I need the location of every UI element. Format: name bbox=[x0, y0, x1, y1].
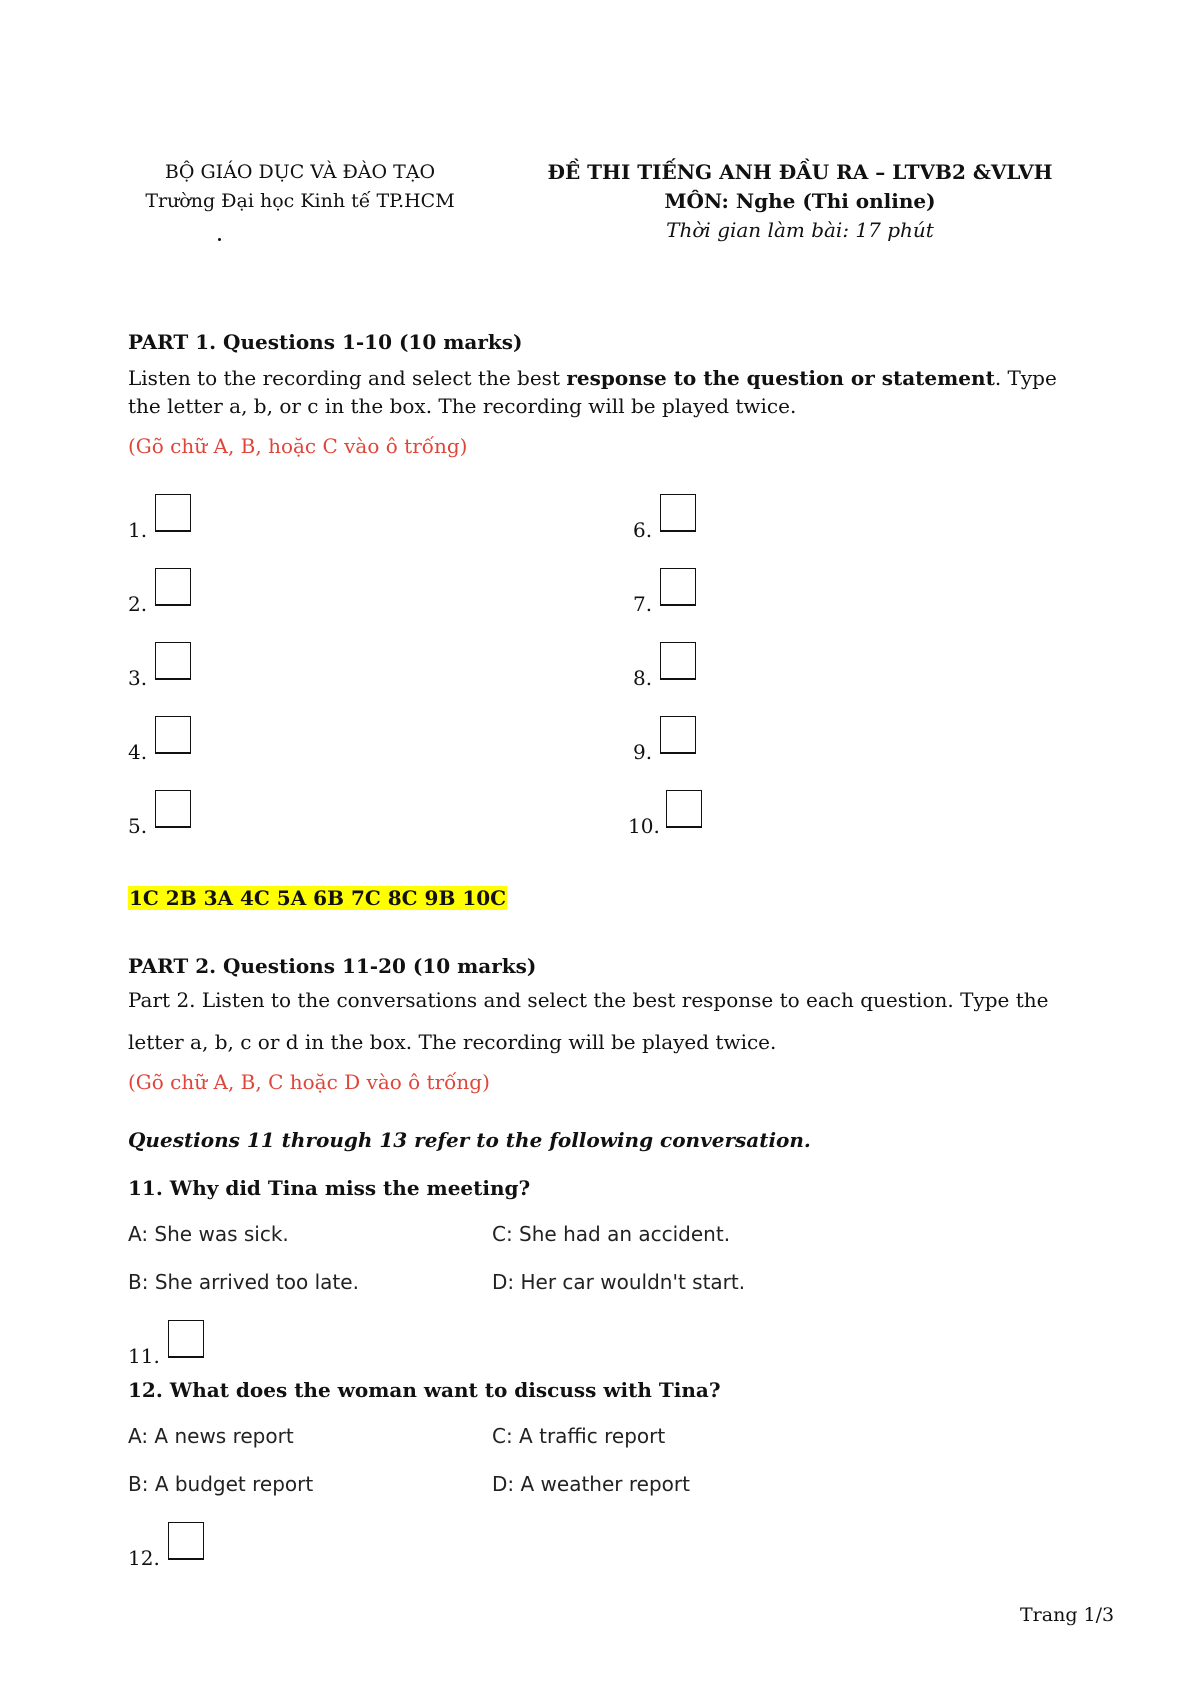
question-number: 10. bbox=[628, 814, 660, 838]
question-11-text: 11. Why did Tina miss the meeting? bbox=[128, 1176, 531, 1200]
q12-option-d: D: A weather report bbox=[492, 1472, 690, 1496]
part1-instructions bbox=[128, 364, 1068, 420]
question-10 bbox=[628, 790, 728, 838]
q11-option-b: B: She arrived too late. bbox=[128, 1270, 359, 1294]
part1-instr-c: . Type the letter a, b, or c in the box. The recording will be played twice. bbox=[128, 366, 1057, 418]
question-number: 2. bbox=[128, 592, 148, 616]
question-9 bbox=[633, 716, 723, 764]
ministry-name: BỘ GIÁO DỤC VÀ ĐÀO TẠO bbox=[164, 161, 436, 183]
q12-option-b: B: A budget report bbox=[128, 1472, 314, 1496]
part2-instr-line1: Part 2. Listen to the conversations and select the best response to each question. Type the bbox=[128, 988, 1049, 1012]
answer-box-8[interactable] bbox=[660, 642, 696, 680]
question-number: 6. bbox=[633, 518, 653, 542]
header-left bbox=[140, 158, 460, 216]
question-number: 12. bbox=[128, 1546, 160, 1570]
answer-box-9[interactable] bbox=[660, 716, 696, 754]
q11-option-a: A: She was sick. bbox=[128, 1222, 289, 1246]
answer-box-5[interactable] bbox=[155, 790, 191, 828]
question-11-answer bbox=[128, 1320, 228, 1368]
q12-option-c: C: A traffic report bbox=[492, 1424, 666, 1448]
answer-box-11[interactable] bbox=[168, 1320, 204, 1358]
part1-instr-bold: response to the question or statement bbox=[566, 366, 995, 390]
page-number: Trang 1/3 bbox=[1020, 1604, 1115, 1626]
question-6 bbox=[633, 494, 723, 542]
question-number: 4. bbox=[128, 740, 148, 764]
question-3 bbox=[128, 642, 208, 690]
question-number: 3. bbox=[128, 666, 148, 690]
exam-subject: MÔN: Nghe (Thi online) bbox=[664, 189, 936, 213]
answer-box-1[interactable] bbox=[155, 494, 191, 532]
q12-option-a: A: A news report bbox=[128, 1424, 294, 1448]
question-2 bbox=[128, 568, 208, 616]
answer-box-10[interactable] bbox=[666, 790, 702, 828]
answer-box-4[interactable] bbox=[155, 716, 191, 754]
part1-instr-a: Listen to the recording and select the best bbox=[128, 366, 567, 390]
exam-time: Thời gian làm bài: 17 phút bbox=[666, 218, 934, 242]
answer-box-6[interactable] bbox=[660, 494, 696, 532]
header-right bbox=[520, 158, 1080, 245]
school-name: Trường Đại học Kinh tế TP.HCM bbox=[145, 190, 455, 212]
question-7 bbox=[633, 568, 723, 616]
question-number: 7. bbox=[633, 592, 653, 616]
decorative-dot bbox=[218, 238, 221, 241]
answer-key: 1C 2B 3A 4C 5A 6B 7C 8C 9B 10C bbox=[129, 886, 507, 910]
question-12-answer bbox=[128, 1522, 228, 1570]
question-1 bbox=[128, 494, 208, 542]
part2-title: PART 2. Questions 11-20 (10 marks) bbox=[128, 954, 537, 978]
question-number: 5. bbox=[128, 814, 148, 838]
answer-box-3[interactable] bbox=[155, 642, 191, 680]
answer-box-7[interactable] bbox=[660, 568, 696, 606]
question-4 bbox=[128, 716, 208, 764]
q11-option-d: D: Her car wouldn't start. bbox=[492, 1270, 746, 1294]
question-number: 9. bbox=[633, 740, 653, 764]
group-intro: Questions 11 through 13 refer to the following conversation. bbox=[128, 1128, 811, 1152]
question-8 bbox=[633, 642, 723, 690]
part1-instr-vn: (Gõ chữ A, B, hoặc C vào ô trống) bbox=[128, 434, 468, 458]
question-number: 1. bbox=[128, 518, 148, 542]
part1-title: PART 1. Questions 1-10 (10 marks) bbox=[128, 330, 523, 354]
answer-box-2[interactable] bbox=[155, 568, 191, 606]
answer-box-12[interactable] bbox=[168, 1522, 204, 1560]
question-number: 8. bbox=[633, 666, 653, 690]
exam-title: ĐỀ THI TIẾNG ANH ĐẦU RA – LTVB2 &VLVH bbox=[547, 160, 1053, 184]
part2-instr-vn: (Gõ chữ A, B, C hoặc D vào ô trống) bbox=[128, 1070, 490, 1094]
q11-option-c: C: She had an accident. bbox=[492, 1222, 731, 1246]
question-12-text: 12. What does the woman want to discuss with Tina? bbox=[128, 1378, 721, 1402]
part2-instr-line2: letter a, b, c or d in the box. The recording will be played twice. bbox=[128, 1030, 777, 1054]
question-number: 11. bbox=[128, 1344, 160, 1368]
question-5 bbox=[128, 790, 208, 838]
